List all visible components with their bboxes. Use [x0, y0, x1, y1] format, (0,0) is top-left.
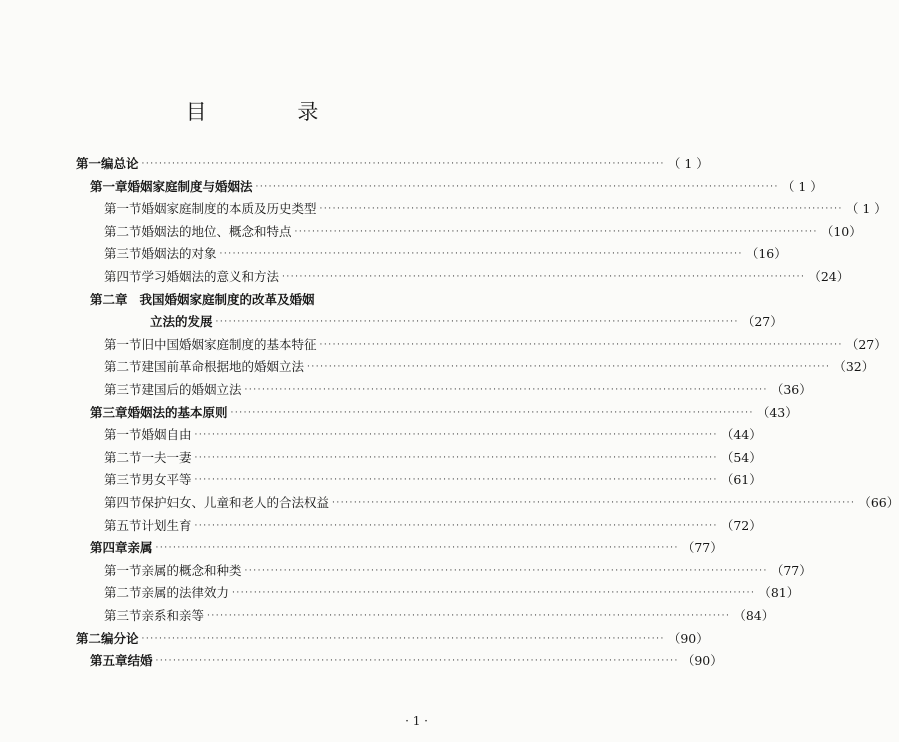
toc-entry [104, 469, 762, 491]
toc-entry-label: 第二章 [90, 292, 128, 307]
toc-entry-label: 第四章 [90, 540, 128, 555]
toc-entry-label: 第五节 [104, 518, 142, 533]
toc-entry-title: 婚姻自由 [141, 427, 192, 442]
dot-leader: ························································································································ [141, 634, 665, 644]
toc-entry-title: 婚姻法的基本原则 [127, 405, 228, 420]
toc-entry-page: （44） [720, 427, 762, 442]
toc-entry-page: （43） [756, 405, 798, 420]
toc-entry-title: 建国后的婚姻立法 [141, 382, 242, 397]
toc-entry-title: 亲系和亲等 [141, 608, 205, 623]
toc-entry-title: 总论 [113, 156, 139, 171]
toc-entry-label: 第四节 [104, 269, 142, 284]
toc-entry-label: 第三节 [104, 382, 142, 397]
toc-entry-title: 婚姻法的对象 [141, 246, 217, 261]
toc-entry-label: 第一章 [90, 179, 128, 194]
toc-entry-page: （72） [720, 518, 762, 533]
page-number: · 1 · [405, 714, 428, 728]
dot-leader: ························································································································ [230, 408, 754, 418]
toc-entry-label: 第三章 [90, 405, 128, 420]
dot-leader: ························································································································ [155, 656, 679, 666]
dot-leader: ························································································································ [307, 362, 831, 372]
toc-entry-title: 婚姻法的地位、概念和特点 [141, 224, 292, 239]
toc-entry [104, 334, 887, 356]
toc-entry-page: （77） [681, 540, 723, 555]
toc-entry [104, 266, 850, 288]
toc-entry-label: 第二编 [76, 631, 114, 646]
toc-entry-label: 第一节 [104, 201, 142, 216]
toc-entry-page: （ 1 ） [845, 201, 887, 216]
toc-entry-page: （81） [758, 585, 800, 600]
dot-leader: ························································································································ [155, 543, 679, 553]
toc-entry-title: 我国婚姻家庭制度的改革及婚姻 [139, 292, 315, 307]
toc-entry-page: （10） [820, 224, 862, 239]
dot-leader: ························································································································ [332, 498, 856, 508]
dot-leader: ························································································································ [194, 475, 718, 485]
toc-entry-title: 旧中国婚姻家庭制度的基本特征 [141, 337, 317, 352]
toc-entry-label: 第一节 [104, 563, 142, 578]
toc-entry [76, 153, 709, 175]
toc-entry-title: 学习婚姻法的意义和方法 [141, 269, 280, 284]
toc-entry [104, 447, 762, 469]
toc-entry-page: （ 1 ） [781, 179, 823, 194]
dot-leader: ························································································································ [194, 430, 718, 440]
toc-entry-page: （16） [745, 246, 787, 261]
toc-entry [104, 198, 887, 220]
dot-leader: ························································································································ [255, 182, 779, 192]
toc-entry-title: 亲属 [127, 540, 153, 555]
toc-entry [90, 176, 823, 198]
toc-entry [104, 560, 812, 582]
toc-entry-title: 建国前革命根据地的婚姻立法 [141, 359, 305, 374]
toc-entry-label: 第三节 [104, 472, 142, 487]
dot-leader: ························································································································ [319, 340, 843, 350]
toc-entry-label: 第一编 [76, 156, 114, 171]
toc-entry-label: 第三节 [104, 246, 142, 261]
toc-entry-page: （84） [733, 608, 775, 623]
dot-leader: ························································································································ [244, 385, 768, 395]
toc-entry [90, 289, 446, 311]
dot-leader: ························································································································ [194, 521, 718, 531]
toc-entry-page: （61） [720, 472, 762, 487]
toc-entry [90, 650, 723, 672]
toc-entry-title: 婚姻家庭制度的本质及历史类型 [141, 201, 317, 216]
toc-entry-label: 第二节 [104, 450, 142, 465]
toc-entry-label: 第五章 [90, 653, 128, 668]
dot-leader: ························································································································ [207, 611, 731, 621]
toc-entry-label: 第一节 [104, 337, 142, 352]
dot-leader: ························································································································ [294, 227, 818, 237]
toc-entry [104, 605, 775, 627]
dot-leader: ························································································································ [141, 159, 665, 169]
toc-entry [104, 582, 800, 604]
toc-entry [90, 537, 723, 559]
dot-leader: ························································································································ [215, 317, 739, 327]
dot-leader: ························································································································ [319, 204, 843, 214]
toc-entry [150, 311, 783, 333]
toc-entry-title: 立法的发展 [150, 314, 213, 329]
toc-entry [90, 402, 798, 424]
toc-entry-page: （66） [858, 495, 899, 510]
dot-leader: ························································································································ [194, 453, 718, 463]
toc-entry-title: 结婚 [127, 653, 153, 668]
toc-entry [104, 492, 899, 514]
toc-entry-page: （27） [741, 314, 783, 329]
dot-leader: ························································································································ [232, 588, 756, 598]
toc-entry-title: 分论 [113, 631, 139, 646]
toc-entry-page: （24） [808, 269, 850, 284]
toc-entry-title: 一夫一妻 [141, 450, 192, 465]
toc-entry-title: 男女平等 [141, 472, 192, 487]
toc-entry-page: （54） [720, 450, 762, 465]
toc-entry-title: 亲属的概念和种类 [141, 563, 242, 578]
toc-entry-page: （77） [770, 563, 812, 578]
toc-entry [76, 628, 709, 650]
toc-entry-page: （27） [845, 337, 887, 352]
toc-entry-label: 第二节 [104, 224, 142, 239]
toc-entry [104, 356, 875, 378]
toc-entry [104, 221, 862, 243]
toc-entry-label: 第二节 [104, 359, 142, 374]
dot-leader: ························································································································ [282, 272, 806, 282]
toc-entry-page: （90） [681, 653, 723, 668]
toc-entry-label: 第一节 [104, 427, 142, 442]
toc-entry-page: （36） [770, 382, 812, 397]
toc-entry-title: 亲属的法律效力 [141, 585, 230, 600]
toc-entry-page: （90） [667, 631, 709, 646]
dot-leader: ························································································································ [219, 249, 743, 259]
dot-leader: ························································································································ [244, 566, 768, 576]
toc-entry [104, 424, 762, 446]
toc-entry-title: 计划生育 [141, 518, 192, 533]
toc-entry-title: 保护妇女、儿童和老人的合法权益 [141, 495, 330, 510]
toc-entry-label: 第二节 [104, 585, 142, 600]
toc-entry-title: 婚姻家庭制度与婚姻法 [127, 179, 253, 194]
toc-entry [104, 515, 762, 537]
toc-entry [104, 243, 787, 265]
toc-entry [104, 379, 812, 401]
toc-entry-label: 第三节 [104, 608, 142, 623]
toc-entry-label: 第四节 [104, 495, 142, 510]
toc-title: 目 录 [185, 100, 361, 124]
toc-entry-page: （ 1 ） [667, 156, 709, 171]
toc-entry-page: （32） [833, 359, 875, 374]
